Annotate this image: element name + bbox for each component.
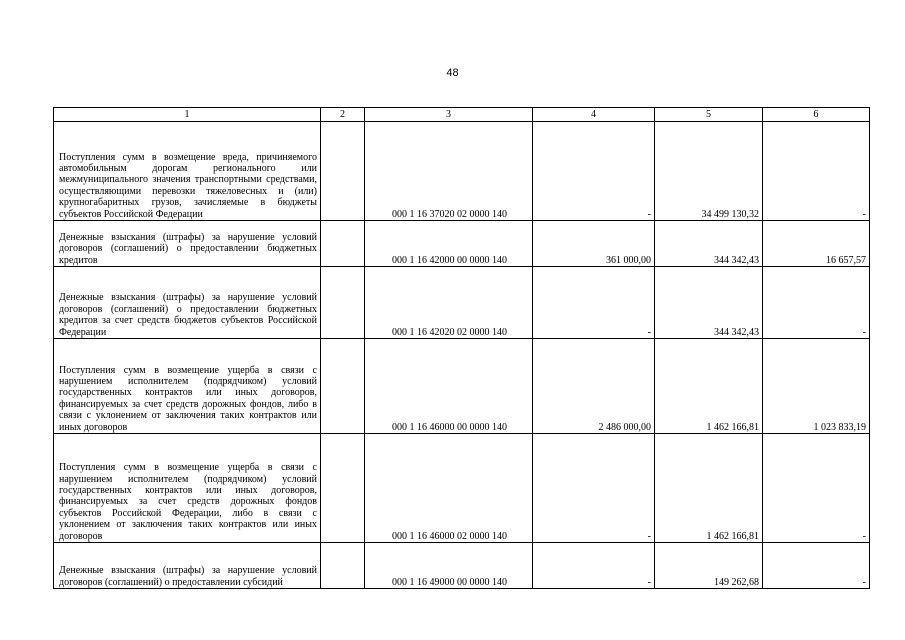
table-row [54,339,870,434]
row-col4-value: 2 486 000,00 [533,339,655,434]
row-col6-value: - [763,434,870,543]
table-row [54,543,870,589]
column-header-6: 6 [763,108,870,122]
row-col2 [321,267,365,339]
column-header-1: 1 [54,108,321,122]
column-header-5: 5 [655,108,763,122]
row-description: Денежные взыскания (штрафы) за нарушение условий договоров (соглашений) о предоставлении субсидий [54,543,321,589]
row-col2 [321,434,365,543]
row-col2 [321,122,365,221]
revenue-table [53,107,870,589]
row-code: 000 1 16 46000 02 0000 140 [365,434,533,543]
row-description: Поступления сумм в возмещение вреда, причиняемого автомобильным дорогам регионального или межмуниципального значения транспортными средствами, осуществляющими перевозки тяжеловесных и (или) крупногабаритных грузов, зачисляемые в бюджеты субъектов Российской Федерации [54,122,321,221]
page-number: 48 [446,67,459,79]
row-col5-value: 344 342,43 [655,221,763,267]
row-col5-value: 34 499 130,32 [655,122,763,221]
column-header-4: 4 [533,108,655,122]
table-row [54,434,870,543]
row-col6-value: 1 023 833,19 [763,339,870,434]
row-col6-value: 16 657,57 [763,221,870,267]
row-description: Поступления сумм в возмещение ущерба в связи с нарушением исполнителем (подрядчиком) условий государственных контрактов или иных договоров, финансируемых за счет средств дорожных фондов субъектов Российской Федерации, либо в связи с уклонением от заключения таких контрактов или иных договоров [54,434,321,543]
row-col4-value: - [533,434,655,543]
row-col2 [321,339,365,434]
row-col5-value: 1 462 166,81 [655,339,763,434]
column-header-3: 3 [365,108,533,122]
row-col4-value: - [533,122,655,221]
row-description: Денежные взыскания (штрафы) за нарушение условий договоров (соглашений) о предоставлении бюджетных кредитов за счет средств бюджетов субъектов Российской Федерации [54,267,321,339]
table-row [54,122,870,221]
row-code: 000 1 16 42020 02 0000 140 [365,267,533,339]
row-col4-value: - [533,543,655,589]
row-col4-value: 361 000,00 [533,221,655,267]
row-code: 000 1 16 37020 02 0000 140 [365,122,533,221]
table-row [54,221,870,267]
row-description: Поступления сумм в возмещение ущерба в связи с нарушением исполнителем (подрядчиком) условий государственных контрактов или иных договоров, финансируемых за счет средств дорожных фондов, либо в связи с уклонением от заключения таких контрактов или иных договоров [54,339,321,434]
table-row [54,267,870,339]
row-col5-value: 149 262,68 [655,543,763,589]
row-col4-value: - [533,267,655,339]
row-col6-value: - [763,267,870,339]
row-code: 000 1 16 42000 00 0000 140 [365,221,533,267]
column-header-2: 2 [321,108,365,122]
row-code: 000 1 16 46000 00 0000 140 [365,339,533,434]
row-col2 [321,543,365,589]
row-col2 [321,221,365,267]
table-header-row [54,108,870,122]
row-col6-value: - [763,543,870,589]
row-col5-value: 344 342,43 [655,267,763,339]
row-code: 000 1 16 49000 00 0000 140 [365,543,533,589]
row-col5-value: 1 462 166,81 [655,434,763,543]
row-col6-value: - [763,122,870,221]
row-description: Денежные взыскания (штрафы) за нарушение условий договоров (соглашений) о предоставлении бюджетных кредитов [54,221,321,267]
